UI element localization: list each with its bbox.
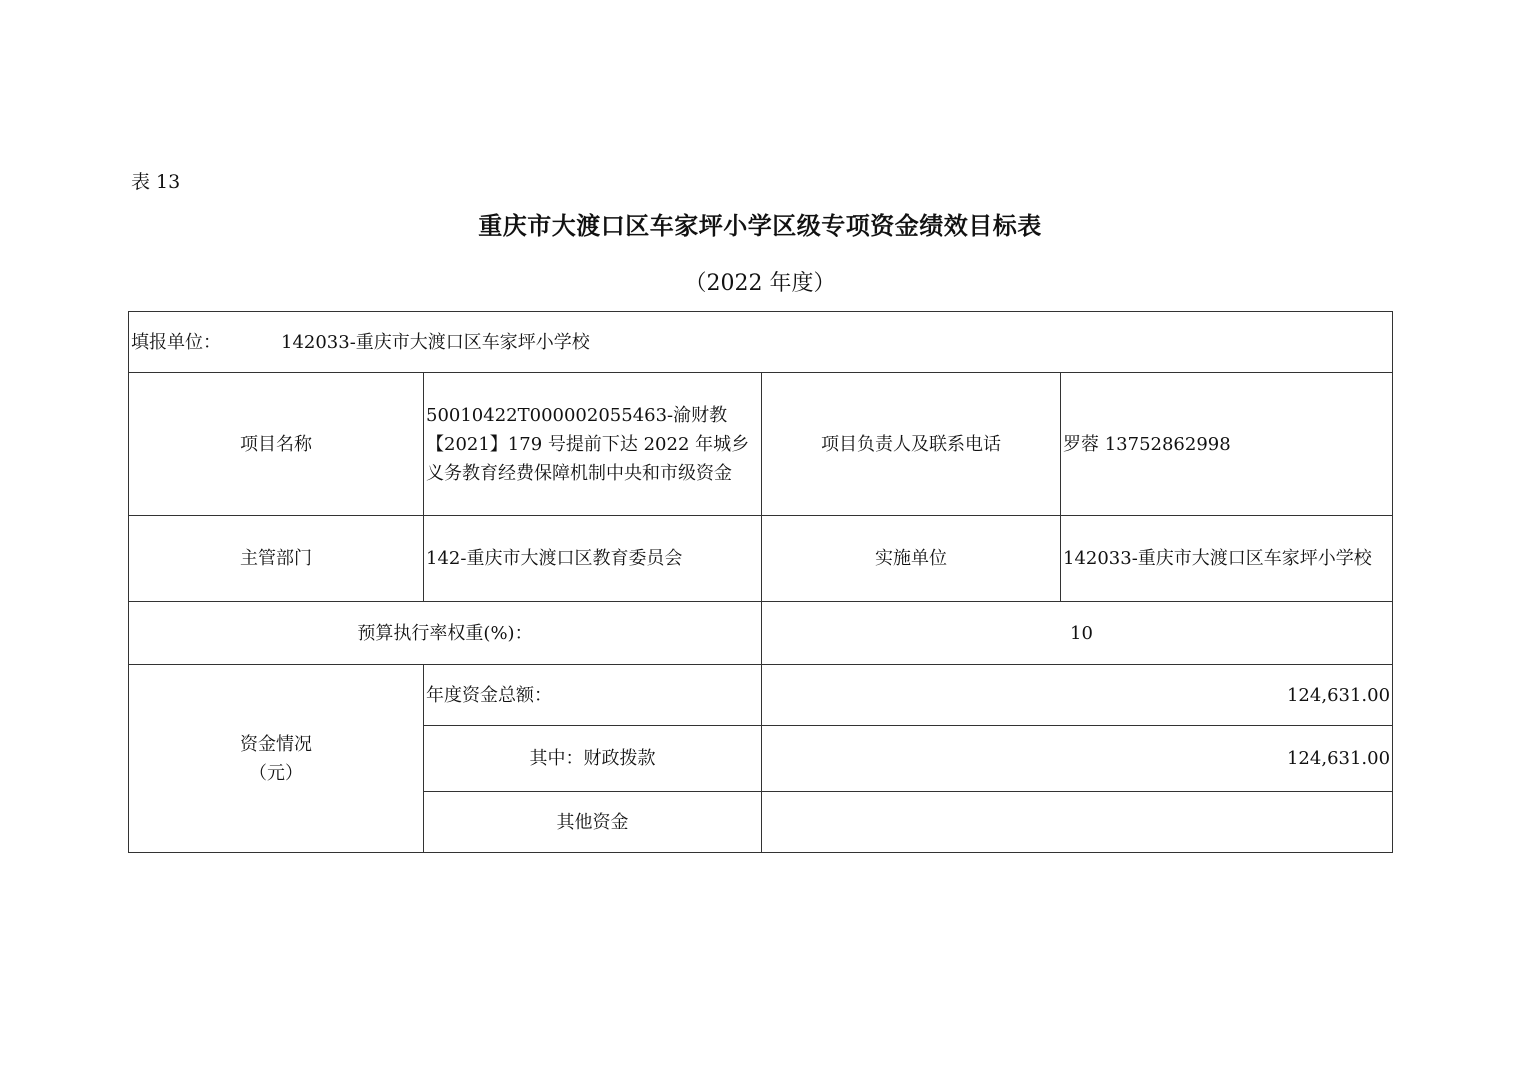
performance-target-table (128, 311, 1393, 853)
project-name-value: 50010422T000002055463-渝财教【2021】179 号提前下达 2022 年城乡义务教育经费保障机制中央和市级资金 (424, 373, 762, 516)
project-row (129, 373, 1393, 516)
project-name-label: 项目名称 (129, 373, 424, 516)
project-owner-label: 项目负责人及联系电话 (762, 373, 1061, 516)
department-label: 主管部门 (129, 516, 424, 602)
funds-unit-label: （元） (249, 762, 303, 784)
fill-unit-label: 填报单位： (131, 331, 221, 353)
annual-total-value: 124,631.00 (762, 665, 1393, 726)
funds-label: 资金情况 (240, 733, 312, 755)
budget-weight-value: 10 (1070, 622, 1093, 644)
fill-unit-cell (129, 312, 1393, 373)
budget-weight-cell (762, 602, 1393, 665)
implementer-label: 实施单位 (762, 516, 1061, 602)
fill-unit-value: 142033-重庆市大渡口区车家坪小学校 (281, 331, 590, 353)
other-funds-label: 其他资金 (424, 792, 762, 853)
implementer-value: 142033-重庆市大渡口区车家坪小学校 (1061, 516, 1393, 602)
other-funds-value (762, 792, 1393, 853)
fill-unit-row (129, 312, 1393, 373)
fiscal-funds-value: 124,631.00 (762, 726, 1393, 792)
funds-label-cell (129, 665, 424, 853)
project-owner-value: 罗蓉 13752862998 (1061, 373, 1393, 516)
budget-weight-row (129, 602, 1393, 665)
department-value: 142-重庆市大渡口区教育委员会 (424, 516, 762, 602)
annual-total-row (129, 665, 1393, 726)
annual-total-label: 年度资金总额： (424, 665, 762, 726)
department-row (129, 516, 1393, 602)
budget-weight-label: 预算执行率权重(%)： (129, 602, 762, 665)
fiscal-funds-label: 其中：财政拨款 (424, 726, 762, 792)
table-number-label: 表 13 (131, 171, 181, 193)
document-year-subtitle: （2022 年度） (684, 271, 836, 296)
document-title: 重庆市大渡口区车家坪小学区级专项资金绩效目标表 (478, 211, 1042, 240)
